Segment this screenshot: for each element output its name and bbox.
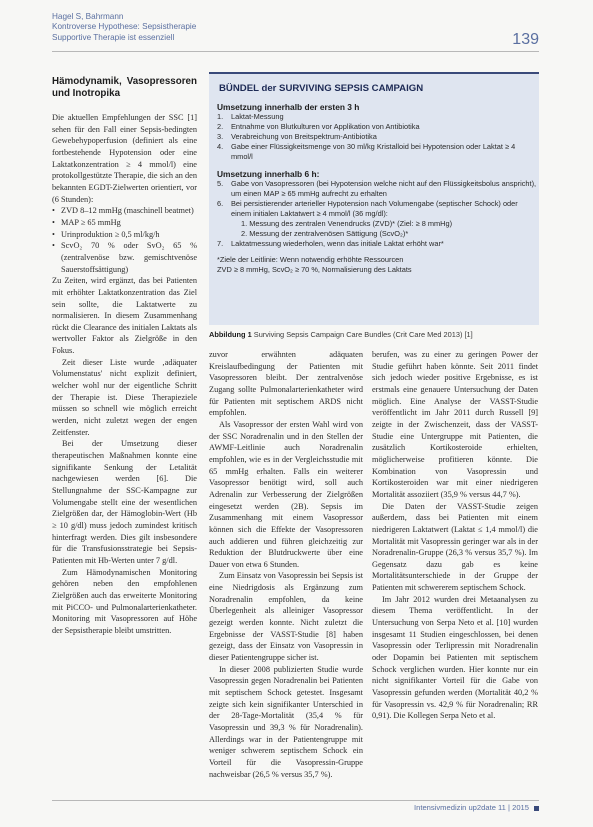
item-number: 3.	[217, 132, 224, 142]
footer-text: Intensivmedizin up2date 11 | 2015	[414, 803, 529, 812]
box-note: ZVD ≥ 8 mmHg, ScvO₂ ≥ 70 %, Normalisierung des Laktats	[217, 265, 412, 275]
target-list	[52, 205, 197, 275]
item-text: Verabreichung von Breitspektrum-Antibiotika	[231, 132, 377, 142]
running-footer	[414, 803, 539, 812]
list-item	[217, 199, 539, 219]
paragraph: Die aktuellen Empfehlungen der SSC [1] sehen für den Fall einer Sepsis-bedingten Gewebehypoperfusion (definiert als eine fortbestehende Hypotension oder eine Laktatkonzentration ≥ 4 mmol/l) eine protokollgestützte Therapie, die sich an den bekannten EGDT-Zielwerten orientiert, vor (6 Stunden):	[52, 113, 197, 204]
item-number: 5.	[217, 178, 224, 188]
list-item: • Urinproduktion ≥ 0,5 ml/kg/h	[52, 229, 197, 241]
header-line: Kontroverse Hypothese: Sepsistherapie	[52, 22, 197, 32]
box-note: *Ziele der Leitlinie: Wenn notwendig erhöhte Ressourcen	[217, 255, 404, 265]
section-heading: Hämodynamik, Vasopressoren und Inotropika	[52, 76, 197, 99]
sub-item: 1. Messung des zentralen Venendrucks (ZVD)* (Ziel: ≥ 8 mmHg)	[241, 219, 453, 229]
paragraph: Zum Einsatz von Vasopressin bei Sepsis ist eine Niedrigdosis als Ergänzung zum Noradrenalin empfohlen, da keine Überlegenheit als alleiniger Vasopressor gezeigt werden konnte. Nicht zuletzt die Ergebnisse der VASST-Studie [8] haben gezeigt, dass der Einsatz von Vasopressin in dieser Patientengruppe sicher ist.	[209, 571, 363, 663]
paragraph: In dieser 2008 publizierten Studie wurde Vasopressin gegen Noradrenalin bei Patienten mit septischem Schock getestet. Insgesamt zeigte sich kein signifikanter Unterschied in der 28-Tage-Mortalität (35,4 % für Vasopressin und 39,3 % für Noradrenalin). Allerdings war in der Patientengruppe mit weniger schwerem septischem Schock ein Vorteil für die Vasopressin-Gruppe nachweisbar (26,5 % versus 35,7 %).	[209, 664, 363, 779]
square-icon	[534, 806, 539, 811]
footer-divider	[52, 800, 539, 801]
box-subheading: Umsetzung innerhalb 6 h:	[217, 168, 320, 179]
paragraph: Im Jahr 2012 wurden drei Metaanalysen zu diesem Thema veröffentlicht. In der Untersuchung von Serpa Neto et al. [10] wurden insgesamt 11 Studien eingeschlossen, bei denen Vasopressin oder Terlipressin mit Noradrenalin oder Dopamin bei Patienten mit septischem Schock verglichen wurden. Hier konnte nur ein nicht signifikanter Vorteil für die Gabe von Vasopressin gefunden werden (Mortalität 40,2 % für Vasopressin vs. 42,9 % für Noradrenalin; RR 0,91). Die Kollegen Serpa Neto et al.	[372, 594, 538, 721]
item-text: Entnahme von Blutkulturen vor Applikation von Antibiotika	[231, 122, 420, 132]
sub-item: 2. Messung der zentralvenösen Sättigung (ScvO₂)*	[241, 229, 409, 239]
box-title: BÜNDEL der SURVIVING SEPSIS CAMPAIGN	[219, 83, 424, 94]
paragraph: Bei der Umsetzung dieser therapeutischen Maßnahmen konnte eine signifikante Senkung der Letalität nachgewiesen werden [6]. Die Stellungnahme der SSC-Kampagne zur Volumengabe stellt eine der wesentlichen Zielgrößen dar, der Hämoglobin-Wert (Hb ≥ 10 g/dl) muss jedoch zumindest kritisch hinterfragt werden. Dies gilt insbesondere für die Transfusionsstrategie bei Sepsis-Patienten mit Hb-Werten unter 7 g/dl.	[52, 439, 197, 565]
bundle-list-6h	[209, 179, 539, 219]
bundle-list-6h-cont	[209, 239, 539, 249]
paragraph: Zeit dieser Liste wurde ‚adäquater Volumenstatus' nicht explizit definiert, welcher wohl nur der eigentliche Schritt der Therapie ist. Diese Therapieziele müssen so schnell wie möglich erreicht werden, nicht zuletzt wegen der engen Zeitfenster.	[52, 357, 197, 437]
caption-text: Surviving Sepsis Campaign Care Bundles (Crit Care Med 2013) [1]	[253, 330, 473, 339]
column-middle	[209, 349, 363, 780]
list-item: • ScvO₂ 70 % oder SvO₂ 65 % (zentralvenöse bzw. gemischtvenöse Sauerstoffsättigung)	[52, 240, 197, 275]
box-body	[209, 102, 539, 276]
running-header	[52, 12, 196, 43]
item-text: Laktatmessung wiederholen, wenn das initiale Laktat erhöht war*	[231, 239, 444, 249]
list-item	[217, 239, 539, 249]
figure-caption	[209, 330, 539, 340]
header-divider	[52, 51, 539, 52]
paragraph: Als Vasopressor der ersten Wahl wird von der SSC Noradrenalin und in den Stellen der AWMF-Leitlinie auch Noradrenalin empfohlen, wie es in der Vergleichsstudie mit 65 mmHg erhalten. Falls ein weiterer Vasopressor benötigt wird, soll auch Adrenalin zur Verbesserung der Zielgrößen eingesetzt werden (2B). Sepsis im Zusammenhang mit einem Vasopressor können sich die Effekte der Vasopressoren auch addieren und führen gleichzeitig zur Reduktion der Blutdruckwerte über eine Dauer von etwa 6 Stunden.	[209, 419, 363, 569]
list-item: • MAP ≥ 65 mmHg	[52, 217, 197, 229]
item-number: 4.	[217, 142, 224, 152]
item-text: Gabe von Vasopressoren (bei Hypotension welche nicht auf den Flüssigkeitsbolus anspricht), um einen MAP ≥ 65 mmHg aufrecht zu erhalten	[231, 178, 537, 198]
box-subheading: Umsetzung innerhalb der ersten 3 h	[217, 102, 360, 112]
list-item	[217, 142, 539, 162]
page-number: 139	[512, 31, 539, 48]
item-number: 6.	[217, 198, 224, 208]
list-item	[217, 112, 539, 122]
header-line: Hagel S, Bahrmann	[52, 12, 124, 21]
item-number: 7.	[217, 239, 224, 249]
item-text: Laktat-Messung	[231, 112, 284, 122]
column-left	[52, 60, 197, 637]
bundle-list-3h	[209, 112, 539, 162]
paragraph: Die Daten der VASST-Studie zeigen außerdem, dass bei Patienten mit einem niedrigeren Laktatwert (Laktat ≤ 1,4 mmol/l) die Mortalität mit Vasopressin geringer war als in der Noradrenalin-Gruppe (26,3 % versus 35,7 %). Im Gegensatz dazu gab es keine Mortalitätsunterschiede in der Gruppe der Patienten mit schwererem septischem Schock.	[372, 501, 538, 593]
paragraph: Zu Zeiten, wird ergänzt, das bei Patienten mit erhöhter Laktatkonzentration das Ziel sein sollte, die Laktatwerte zu normalisieren. In diesem Zusammenhang rückt die Clearance des initialen Laktats als wertvoller Faktor als Zielgröße in den Fokus.	[52, 276, 197, 356]
paragraph: zuvor erwähnten adäquaten Kreislaufbedingung der Patienten mit Vasopressoren bleibt. Der zentralvenöse Zugang sollte Pulmonalarterienkatheter wird für Patienten mit septischem ARDS nicht empfohlen.	[209, 350, 363, 418]
list-item	[217, 179, 539, 199]
list-item	[217, 122, 539, 132]
list-item: • ZVD 8–12 mmHg (maschinell beatmet)	[52, 205, 197, 217]
item-number: 2.	[217, 122, 224, 132]
item-text: Gabe einer Flüssigkeitsmenge von 30 ml/kg Kristalloid bei Hypotension oder Laktat ≥ 4 mmol/l	[231, 142, 516, 162]
caption-label: Abbildung 1	[209, 330, 252, 339]
list-item	[217, 132, 539, 142]
header-line: Supportive Therapie ist essenziell	[52, 32, 175, 42]
sepsis-bundle-box	[209, 72, 539, 325]
paragraph: berufen, was zu einer zu geringen Power der Studie geführt haben könnte. Seit 2011 findet sich jedoch wieder positive Ergebnisse, es ist erstmals eine genauere Untersuchung der Daten möglich. Eine Analyse der VASST-Studie veröffentlicht im Jahr 2011 durch Russell [9] zeigte in der Zwischenzeit, dass der VASST-Studie eine Untergruppe mit Patienten, die zusätzlich Kortikosteroide erhielten, möglicherweise profitieren könnte. Die Kombination von Vasopressin und Kortikosteroiden war mit einer niedrigeren Mortalität assoziiert (35,9 % versus 44,7 %).	[372, 350, 538, 499]
paragraph: Zum Hämodynamischen Monitoring gehören neben den empfohlenen Zielgrößen auch das erweiterte Monitoring mit PiCCO- und Pulmonalarterienkatheter. Monitoring mit Vasopressoren auf Höhe der Sepsistherapie bleibt umstritten.	[52, 567, 197, 635]
item-text: Bei persistierender arterieller Hypotension nach Volumengabe (septischer Schock) oder einem initialen Laktatwert ≥ 4 mmol/l (36 mg/dl):	[231, 198, 518, 218]
column-right	[372, 349, 538, 722]
item-number: 1.	[217, 112, 224, 122]
